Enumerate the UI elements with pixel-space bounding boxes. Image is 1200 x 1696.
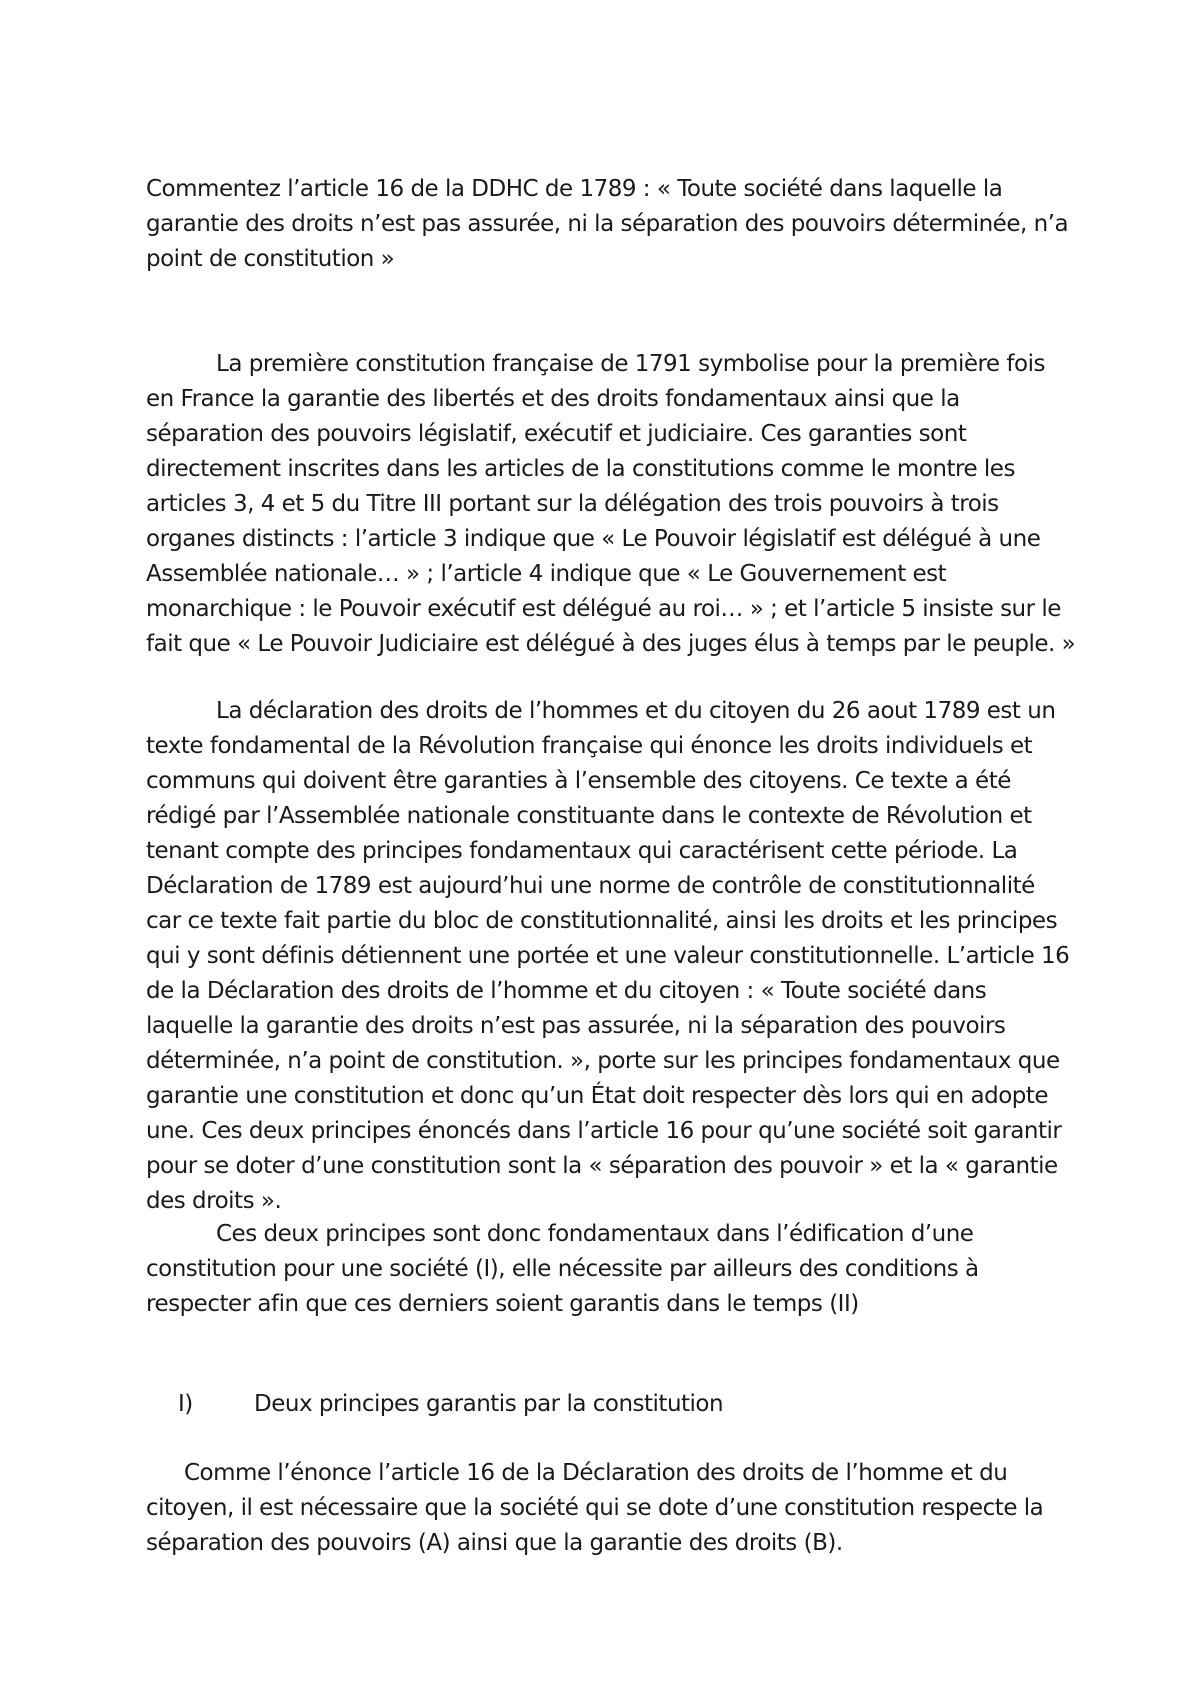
paragraph-3: Ces deux principes sont donc fondamentaux dans l’édification d’une constitution pour une société (I), elle nécessite par ailleurs des conditions à respecter afin que ces derniers soient garantis dans le temps (II) bbox=[146, 1221, 979, 1317]
section-paragraph: Comme l’énonce l’article 16 de la Déclaration des droits de l’homme et du citoyen, il est nécessaire que la société qui se dote d’une constitution respecte la séparation des pouvoirs (A) ainsi que la garantie des droits (B). bbox=[146, 1460, 1044, 1556]
paragraph-1: La première constitution française de 1791 symbolise pour la première fois en France la garantie des libertés et des droits fondamentaux ainsi que la séparation des pouvoirs législatif, exécutif et judiciaire. Ces garanties sont directement inscrites dans les articles de la constitutions comme le montre les articles 3, 4 et 5 du Titre III portant sur la délégation des trois pouvoirs à trois organes distincts : l’article 3 indique que « Le Pouvoir législatif est délégué à une Assemblée nationale… » ; l’article 4 indique que « Le Gouvernement est monarchique : le Pouvoir exécutif est délégué au roi… » ; et l’article 5 insiste sur le fait que « Le Pouvoir Judiciaire est délégué à des juges élus à temps par le peuple. » bbox=[146, 351, 1076, 657]
document-title: Commentez l’article 16 de la DDHC de 1789 : « Toute société dans laquelle la garantie des droits n’est pas assurée, ni la séparation des pouvoirs déterminée, n’a point de constitution » bbox=[146, 176, 1069, 272]
paragraph-2: La déclaration des droits de l’hommes et du citoyen du 26 aout 1789 est un texte fondamental de la Révolution française qui énonce les droits individuels et communs qui doivent être garanties à l’ensemble des citoyens. Ce texte a été rédigé par l’Assemblée nationale constituante dans le contexte de Révolution et tenant compte des principes fondamentaux qui caractérisent cette période. La Déclaration de 1789 est aujourd’hui une norme de contrôle de constitutionnalité car ce texte fait partie du bloc de constitutionnalité, ainsi les droits et les principes qui y sont définis détiennent une portée et une valeur constitutionnelle. L’article 16 de la Déclaration des droits de l’homme et du citoyen : « Toute société dans laquelle la garantie des droits n’est pas assurée, ni la séparation des pouvoirs déterminée, n’a point de constitution. », porte sur les principes fondamentaux que garantie une constitution et donc qu’un État doit respecter dès lors qui en adopte une. Ces deux principes énoncés dans l’article 16 pour qu’une société soit garantir pour se doter d’une constitution sont la « séparation des pouvoir » et la « garantie des droits ». bbox=[146, 698, 1070, 1214]
section-number: I) bbox=[178, 1391, 193, 1417]
section-heading bbox=[146, 1387, 1076, 1422]
section-heading-text: Deux principes garantis par la constitution bbox=[254, 1391, 724, 1417]
